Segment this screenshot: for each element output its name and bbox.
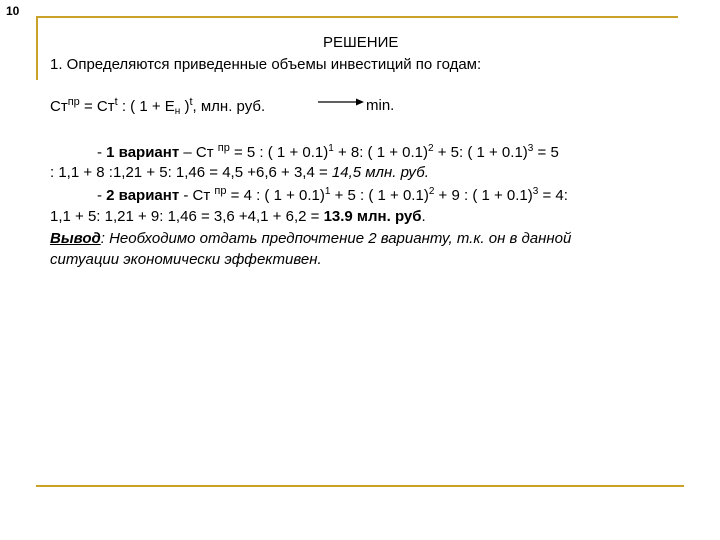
variant1-line2-calc: : 1,1 + 8 :1,21 + 5: 1,46 = 4,5 +6,6 + 3,4 =	[50, 164, 332, 181]
formula-line	[50, 98, 265, 116]
intro-line: 1. Определяются приведенные объемы инвестиций по годам:	[50, 56, 482, 73]
variant1-sup-pr: пр	[217, 142, 230, 154]
arrow-right-icon	[318, 97, 364, 107]
variant2-p3: 3	[532, 186, 539, 197]
variant2-rest-d: + 9 : ( 1 + 0.1)	[434, 187, 533, 204]
variant2-sup-pr: пр	[214, 185, 227, 197]
variant1-p3: 3	[527, 143, 534, 154]
variant2-result-dot: .	[421, 208, 426, 225]
formula-ct: Ст	[50, 98, 68, 115]
formula-sup-t: t	[114, 96, 118, 108]
variant1-p2: 2	[428, 143, 434, 154]
variant1-rest-d: + 5: ( 1 + 0.1)	[433, 144, 528, 161]
formula-sub-n: н	[174, 106, 181, 117]
variant1-p1: 1	[328, 143, 334, 154]
slide-title: РЕШЕНИЕ	[323, 34, 399, 51]
variant2-dash: -	[97, 187, 107, 204]
conclusion-label: Вывод	[50, 230, 101, 247]
variant2-result: 13.9 млн. руб	[323, 208, 422, 225]
variant2-rest-b: = 4 : ( 1 + 0.1)	[226, 187, 325, 204]
variant2-rest-e: = 4:	[538, 187, 568, 204]
variant2-line2-calc: 1,1 + 5: 1,21 + 9: 1,46 = 3,6 +4,1 + 6,2 =	[50, 208, 324, 225]
formula-mid: : ( 1 + Е	[117, 98, 175, 115]
variant1-result: 14,5 млн. руб.	[331, 164, 429, 181]
variant2-line2	[50, 207, 426, 226]
formula-min: min.	[366, 97, 395, 114]
slide-number: 10	[6, 4, 20, 18]
variant1-line2	[50, 163, 429, 182]
variant1-line1	[97, 143, 559, 162]
formula-eq: = Ст	[79, 98, 115, 115]
conclusion-line1	[50, 229, 571, 248]
variant2-label: 2 вариант	[106, 187, 180, 204]
variant1-rest-e: = 5	[533, 144, 559, 161]
variant2-rest-a: - Ст	[179, 187, 215, 204]
formula-sup-pr: пр	[67, 96, 80, 108]
formula-sup-t2: t	[189, 96, 193, 108]
variant2-rest-c: + 5 : ( 1 + 0.1)	[330, 187, 429, 204]
variant2-p1: 1	[324, 186, 331, 197]
variant1-label: 1 вариант	[106, 144, 180, 161]
variant1-rest-c: + 8: ( 1 + 0.1)	[333, 144, 428, 161]
formula-close: )	[180, 98, 190, 115]
variant1-dash: -	[97, 144, 107, 161]
variant1-rest-a: – Ст	[179, 144, 218, 161]
bottom-divider	[36, 485, 684, 487]
variant1-rest-b: = 5 : ( 1 + 0.1)	[229, 144, 329, 161]
left-divider	[36, 16, 38, 80]
top-divider	[36, 16, 678, 18]
formula-unit: , млн. руб.	[192, 98, 266, 115]
conclusion-line2: ситуации экономически эффективен.	[50, 251, 322, 268]
conclusion-text1: : Необходимо отдать предпочтение 2 варианту, т.к. он в данной	[100, 230, 572, 247]
variant2-p2: 2	[428, 186, 435, 197]
variant2-line1	[97, 186, 568, 205]
